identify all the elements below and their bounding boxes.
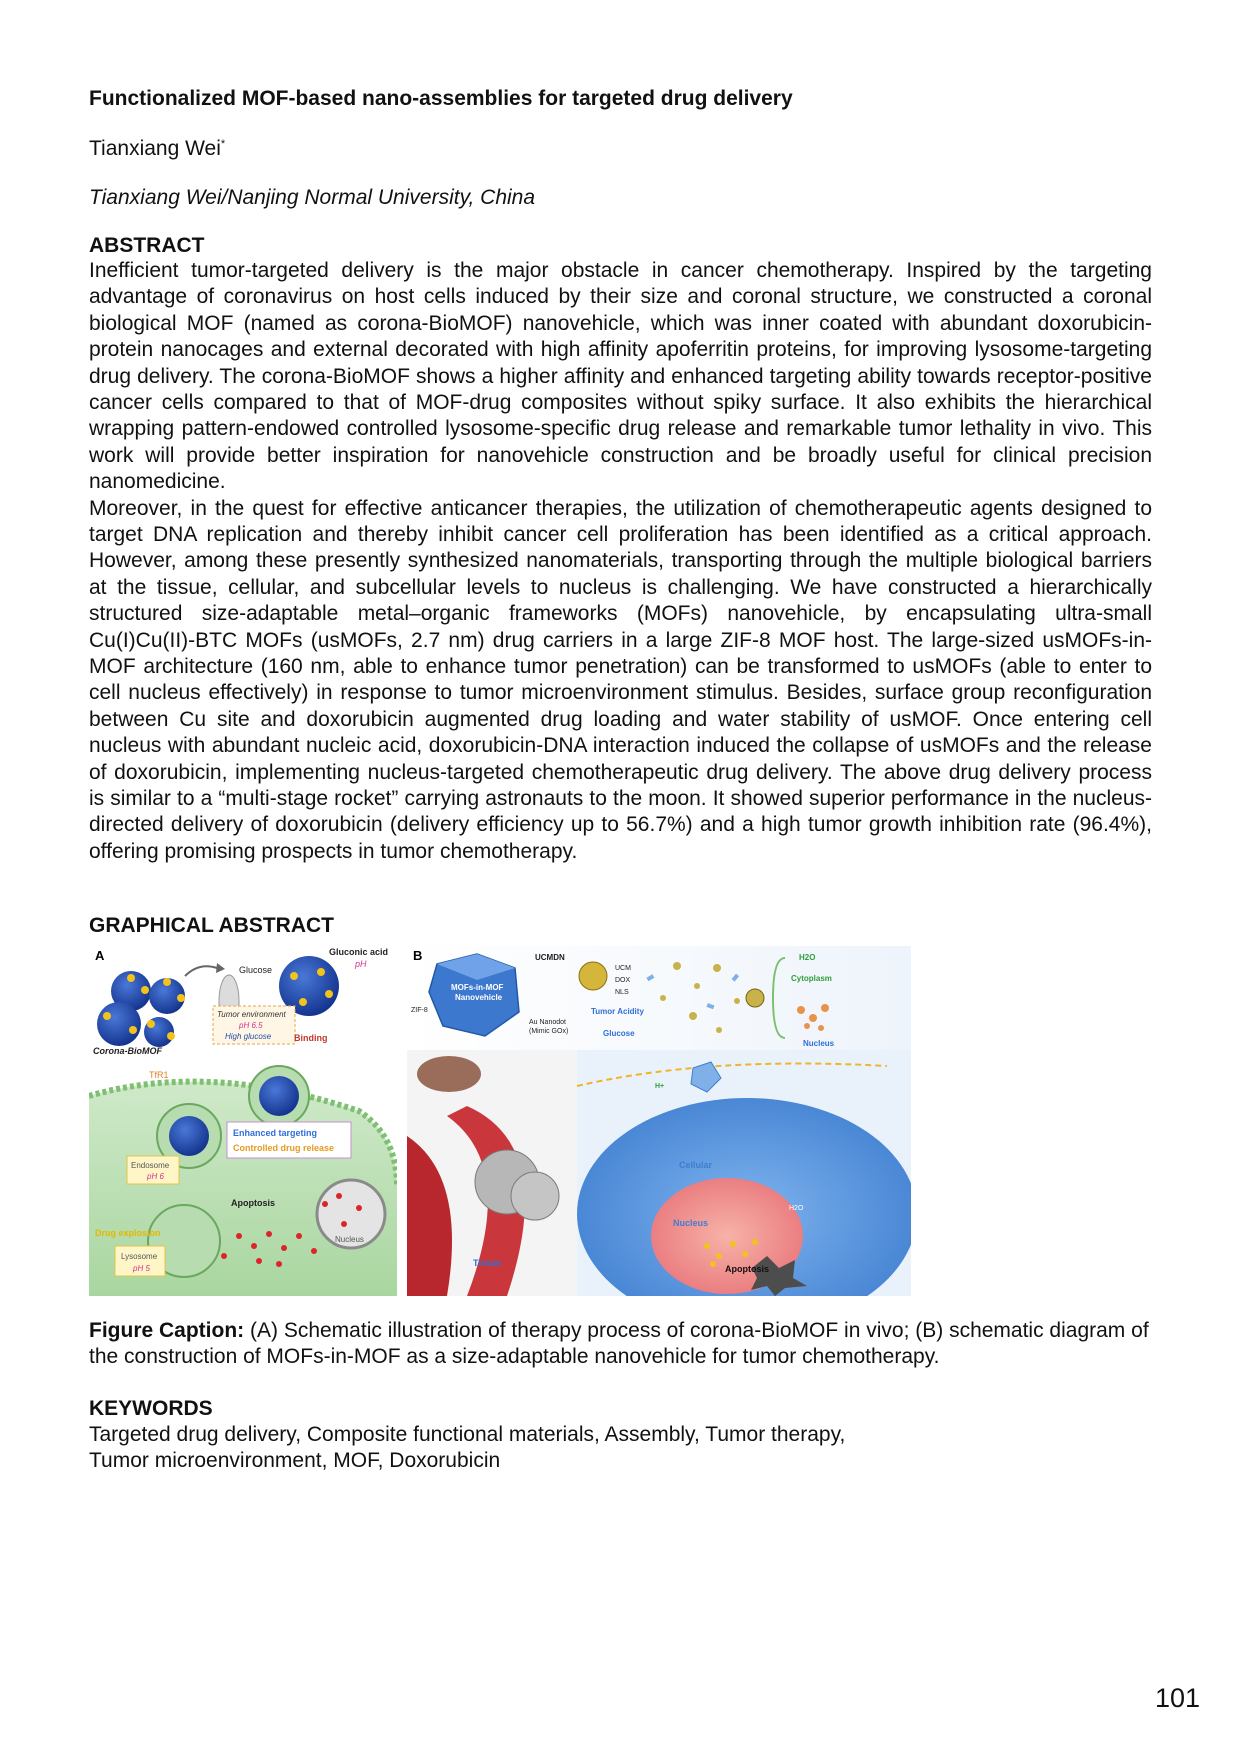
label-tfr1: TfR1	[149, 1070, 169, 1081]
paper-page	[89, 86, 1152, 1475]
label-nls: NLS	[615, 989, 629, 997]
mouse-body	[417, 1056, 481, 1092]
label-ph6: pH 6	[147, 1172, 164, 1182]
label-hplus: H+	[655, 1083, 665, 1091]
label-gluconic-acid: Gluconic acid	[329, 947, 389, 958]
label-glucose-b: Glucose	[603, 1029, 635, 1039]
author-line	[89, 136, 1152, 162]
figure-caption	[89, 1318, 1152, 1370]
label-tissue: Tissue	[473, 1258, 502, 1269]
figure-panel-a	[89, 946, 397, 1296]
label-tumor-acidity: Tumor Acidity	[591, 1007, 644, 1017]
abstract-heading: ABSTRACT	[89, 233, 205, 257]
label-nucleus-top: Nucleus	[803, 1039, 835, 1049]
keywords-line-2: Tumor microenvironment, MOF, Doxorubicin	[89, 1449, 501, 1473]
panel-a-letter: A	[95, 948, 105, 964]
caption-text: (A) Schematic illustration of therapy process of corona-BioMOF in vivo; (B) schematic diagram of the construction of MOFs-in-MOF as a size-adaptable nanovehicle for tumor chemotherapy.	[89, 1319, 1149, 1369]
label-glucose: Glucose	[239, 965, 273, 976]
label-au-nanodot: Au Nanodot	[529, 1019, 566, 1027]
label-dox: DOX	[615, 977, 631, 985]
label-apoptosis-b: Apoptosis	[725, 1264, 769, 1275]
paper-title: Functionalized MOF-based nano-assemblies for targeted drug delivery	[89, 87, 793, 110]
label-nucleus-cell: Nucleus	[673, 1218, 709, 1229]
label-drug-explosion: Drug explosion	[95, 1228, 161, 1239]
label-cytoplasm: Cytoplasm	[791, 974, 832, 984]
figure-panel-b	[407, 946, 911, 1296]
affiliation: Tianxiang Wei/Nanjing Normal University, China	[89, 185, 536, 209]
keywords-heading: KEYWORDS	[89, 1397, 213, 1421]
caption-label: Figure Caption:	[89, 1319, 245, 1343]
label-ph: pH	[355, 959, 367, 970]
label-ph65: pH 6.5	[239, 1021, 263, 1031]
label-mimic-gox: (Mimic GOx)	[529, 1028, 569, 1036]
label-cellular: Cellular	[679, 1160, 713, 1171]
label-mofs-in-mof: MOFs-in-MOF	[451, 983, 504, 993]
label-controlled-release: Controlled drug release	[233, 1143, 335, 1154]
label-ucmdn: UCMDN	[535, 953, 565, 963]
label-ucm: UCM	[615, 965, 631, 973]
label-nanovehicle: Nanovehicle	[455, 993, 503, 1003]
label-binding: Binding	[294, 1033, 328, 1044]
panel-b-letter: B	[413, 948, 423, 964]
label-lysosome: Lysosome	[121, 1252, 158, 1262]
panel-b-illustration	[407, 946, 911, 1296]
author-name: Tianxiang Wei	[89, 137, 221, 161]
label-high-glucose: High glucose	[225, 1032, 272, 1042]
label-zif8: ZIF-8	[411, 1007, 428, 1015]
label-tumor-env: Tumor environment	[217, 1010, 286, 1020]
usmof-particle	[579, 962, 607, 990]
label-ph5: pH 5	[133, 1264, 150, 1274]
label-nucleus: Nucleus	[335, 1235, 364, 1245]
graphical-abstract-figure	[89, 946, 911, 1296]
label-endosome: Endosome	[131, 1161, 170, 1171]
label-enhanced-targeting: Enhanced targeting	[233, 1128, 318, 1139]
panel-a-illustration	[89, 946, 397, 1296]
label-corona-biomof: Corona-BioMOF	[93, 1046, 162, 1057]
label-apoptosis: Apoptosis	[231, 1198, 275, 1209]
abstract-paragraph-2: Moreover, in the quest for effective anticancer therapies, the utilization of chemotherapeutic agents designed to target DNA replication and thereby inhibit cancer cell proliferation has been identified as a critical approach. However, among these presently synthesized nanomaterials, transporting through the multiple biological barriers at the tissue, cellular, and subcellular levels to nucleus is challenging. We have constructed a hierarchically structured size-adaptable metal–organic frameworks (MOFs) nanovehicle, by encapsulating ultra-small Cu(I)Cu(II)-BTC MOFs (usMOFs, 2.7 nm) drug carriers in a large ZIF-8 MOF host. The large-sized usMOFs-in-MOF architecture (160 nm, able to enhance tumor penetration) can be transformed to usMOFs (able to enter to cell nucleus effectively) in response to tumor microenvironment stimulus. Besides, surface group reconfiguration between Cu site and doxorubicin augmented drug loading and water stability of usMOF. Once entering cell nucleus with abundant nucleic acid, doxorubicin-DNA interaction induced the collapse of usMOFs and the release of doxorubicin, implementing nucleus-targeted chemotherapeutic drug delivery. The above drug delivery process is similar to a “multi-stage rocket” carrying astronauts to the moon. It showed superior performance in the nucleus-directed delivery of doxorubicin (delivery efficiency up to 56.7%) and a high tumor growth inhibition rate (96.4%), offering promising prospects in tumor chemotherapy.	[89, 496, 1152, 863]
corresponding-mark: *	[220, 138, 226, 151]
label-h2o-top: H2O	[799, 953, 816, 963]
abstract-paragraph-1: Inefficient tumor-targeted delivery is the major obstacle in cancer chemotherapy. Inspired by the targeting advantage of coronavirus on host cells induced by their size and coronal structure, we constructed a coronal biological MOF (named as corona-BioMOF) nanovehicle, which was inner coated with abundant doxorubicin-protein nanocages and external decorated with high affinity apoferritin proteins, for improving lysosome-targeting drug delivery. The corona-BioMOF shows a higher affinity and enhanced targeting ability towards receptor-positive cancer cells compared to that of MOF-drug composites without spiky surface. It also exhibits the hierarchical wrapping pattern-endowed controlled lysosome-specific drug release and remarkable tumor lethality in vivo. This work will provide better inspiration for nanovehicle construction and be broadly useful for clinical precision nanomedicine.	[89, 258, 1152, 494]
label-h2o-cell: H2O	[789, 1205, 804, 1213]
page-number: 101	[1154, 1683, 1200, 1713]
graphical-abstract-heading: GRAPHICAL ABSTRACT	[89, 914, 334, 938]
keywords-line-1: Targeted drug delivery, Composite functional materials, Assembly, Tumor therapy,	[89, 1422, 846, 1446]
